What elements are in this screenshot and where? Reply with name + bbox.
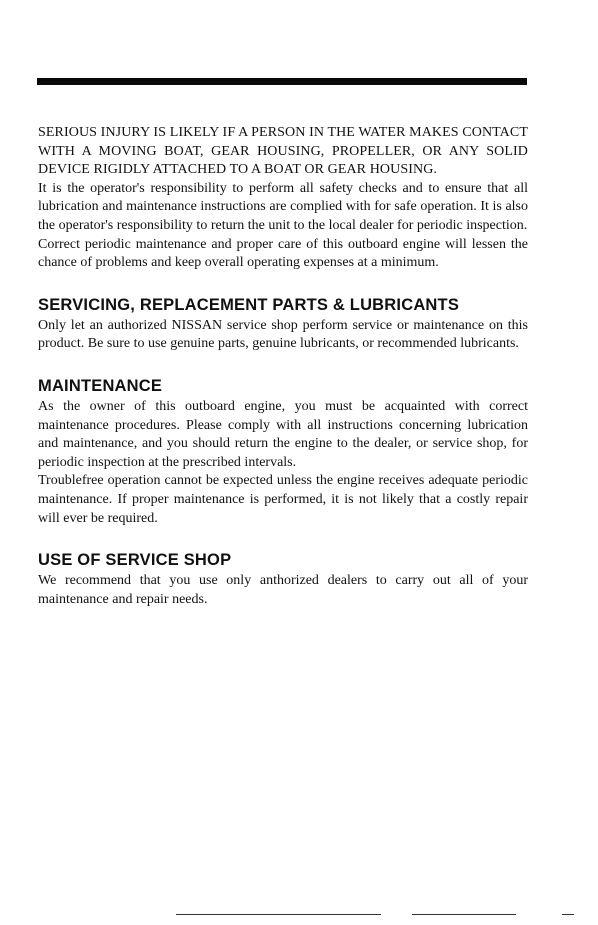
operator-responsibility-paragraph: It is the operator's responsibility to perform all safety checks and to ensure that all lubrication and maintenance instructions are complied with for safe operation. It is also the operator's responsibility to return the unit to the local dealer for periodic inspection. — [38, 180, 528, 233]
periodic-maintenance-paragraph: Correct periodic maintenance and proper care of this outboard engine will lessen the chance of problems and keep overall operating expenses at a minimum. — [38, 236, 528, 271]
header-rule — [37, 78, 527, 85]
footer-rule-middle — [412, 914, 516, 915]
troublefree-paragraph: Troublefree operation cannot be expected unless the engine receives adequate periodic maintenance. If proper maintenance is performed, it is not likely that a costly repair will ever be required. — [38, 473, 528, 526]
servicing-heading: SERVICING, REPLACEMENT PARTS & LUBRICANTS — [38, 295, 460, 314]
servicing-paragraph: Only let an authorized NISSAN service shop perform service or maintenance on this product. Be sure to use genuine parts, genuine lubricants, or recommended lubricants. — [38, 317, 528, 352]
footer-rule-right — [562, 914, 574, 915]
service-shop-paragraph: We recommend that you use only anthorized dealers to carry out all of your maintenance and repair needs. — [38, 573, 528, 607]
maintenance-heading: MAINTENANCE — [38, 376, 163, 395]
footer-rules — [0, 914, 598, 916]
footer-rule-left — [176, 914, 381, 915]
safety-warning: SERIOUS INJURY IS LIKELY IF A PERSON IN THE WATER MAKES CONTACT WITH A MOVING BOAT, GEAR HOUSING, PROPELLER, OR ANY SOLID DEVICE RIGIDLY ATTACHED TO A BOAT OR GEAR HOUSING. — [38, 125, 528, 178]
service-shop-heading: USE OF SERVICE SHOP — [38, 551, 232, 570]
page-content — [38, 124, 528, 609]
maintenance-paragraph: As the owner of this outboard engine, you must be acquainted with correct maintenance procedures. Please comply with all instructions concerning lubrication and maintenance, and you should return the engine to the dealer, or service shop, for periodic inspection at the prescribed intervals. — [38, 398, 528, 470]
